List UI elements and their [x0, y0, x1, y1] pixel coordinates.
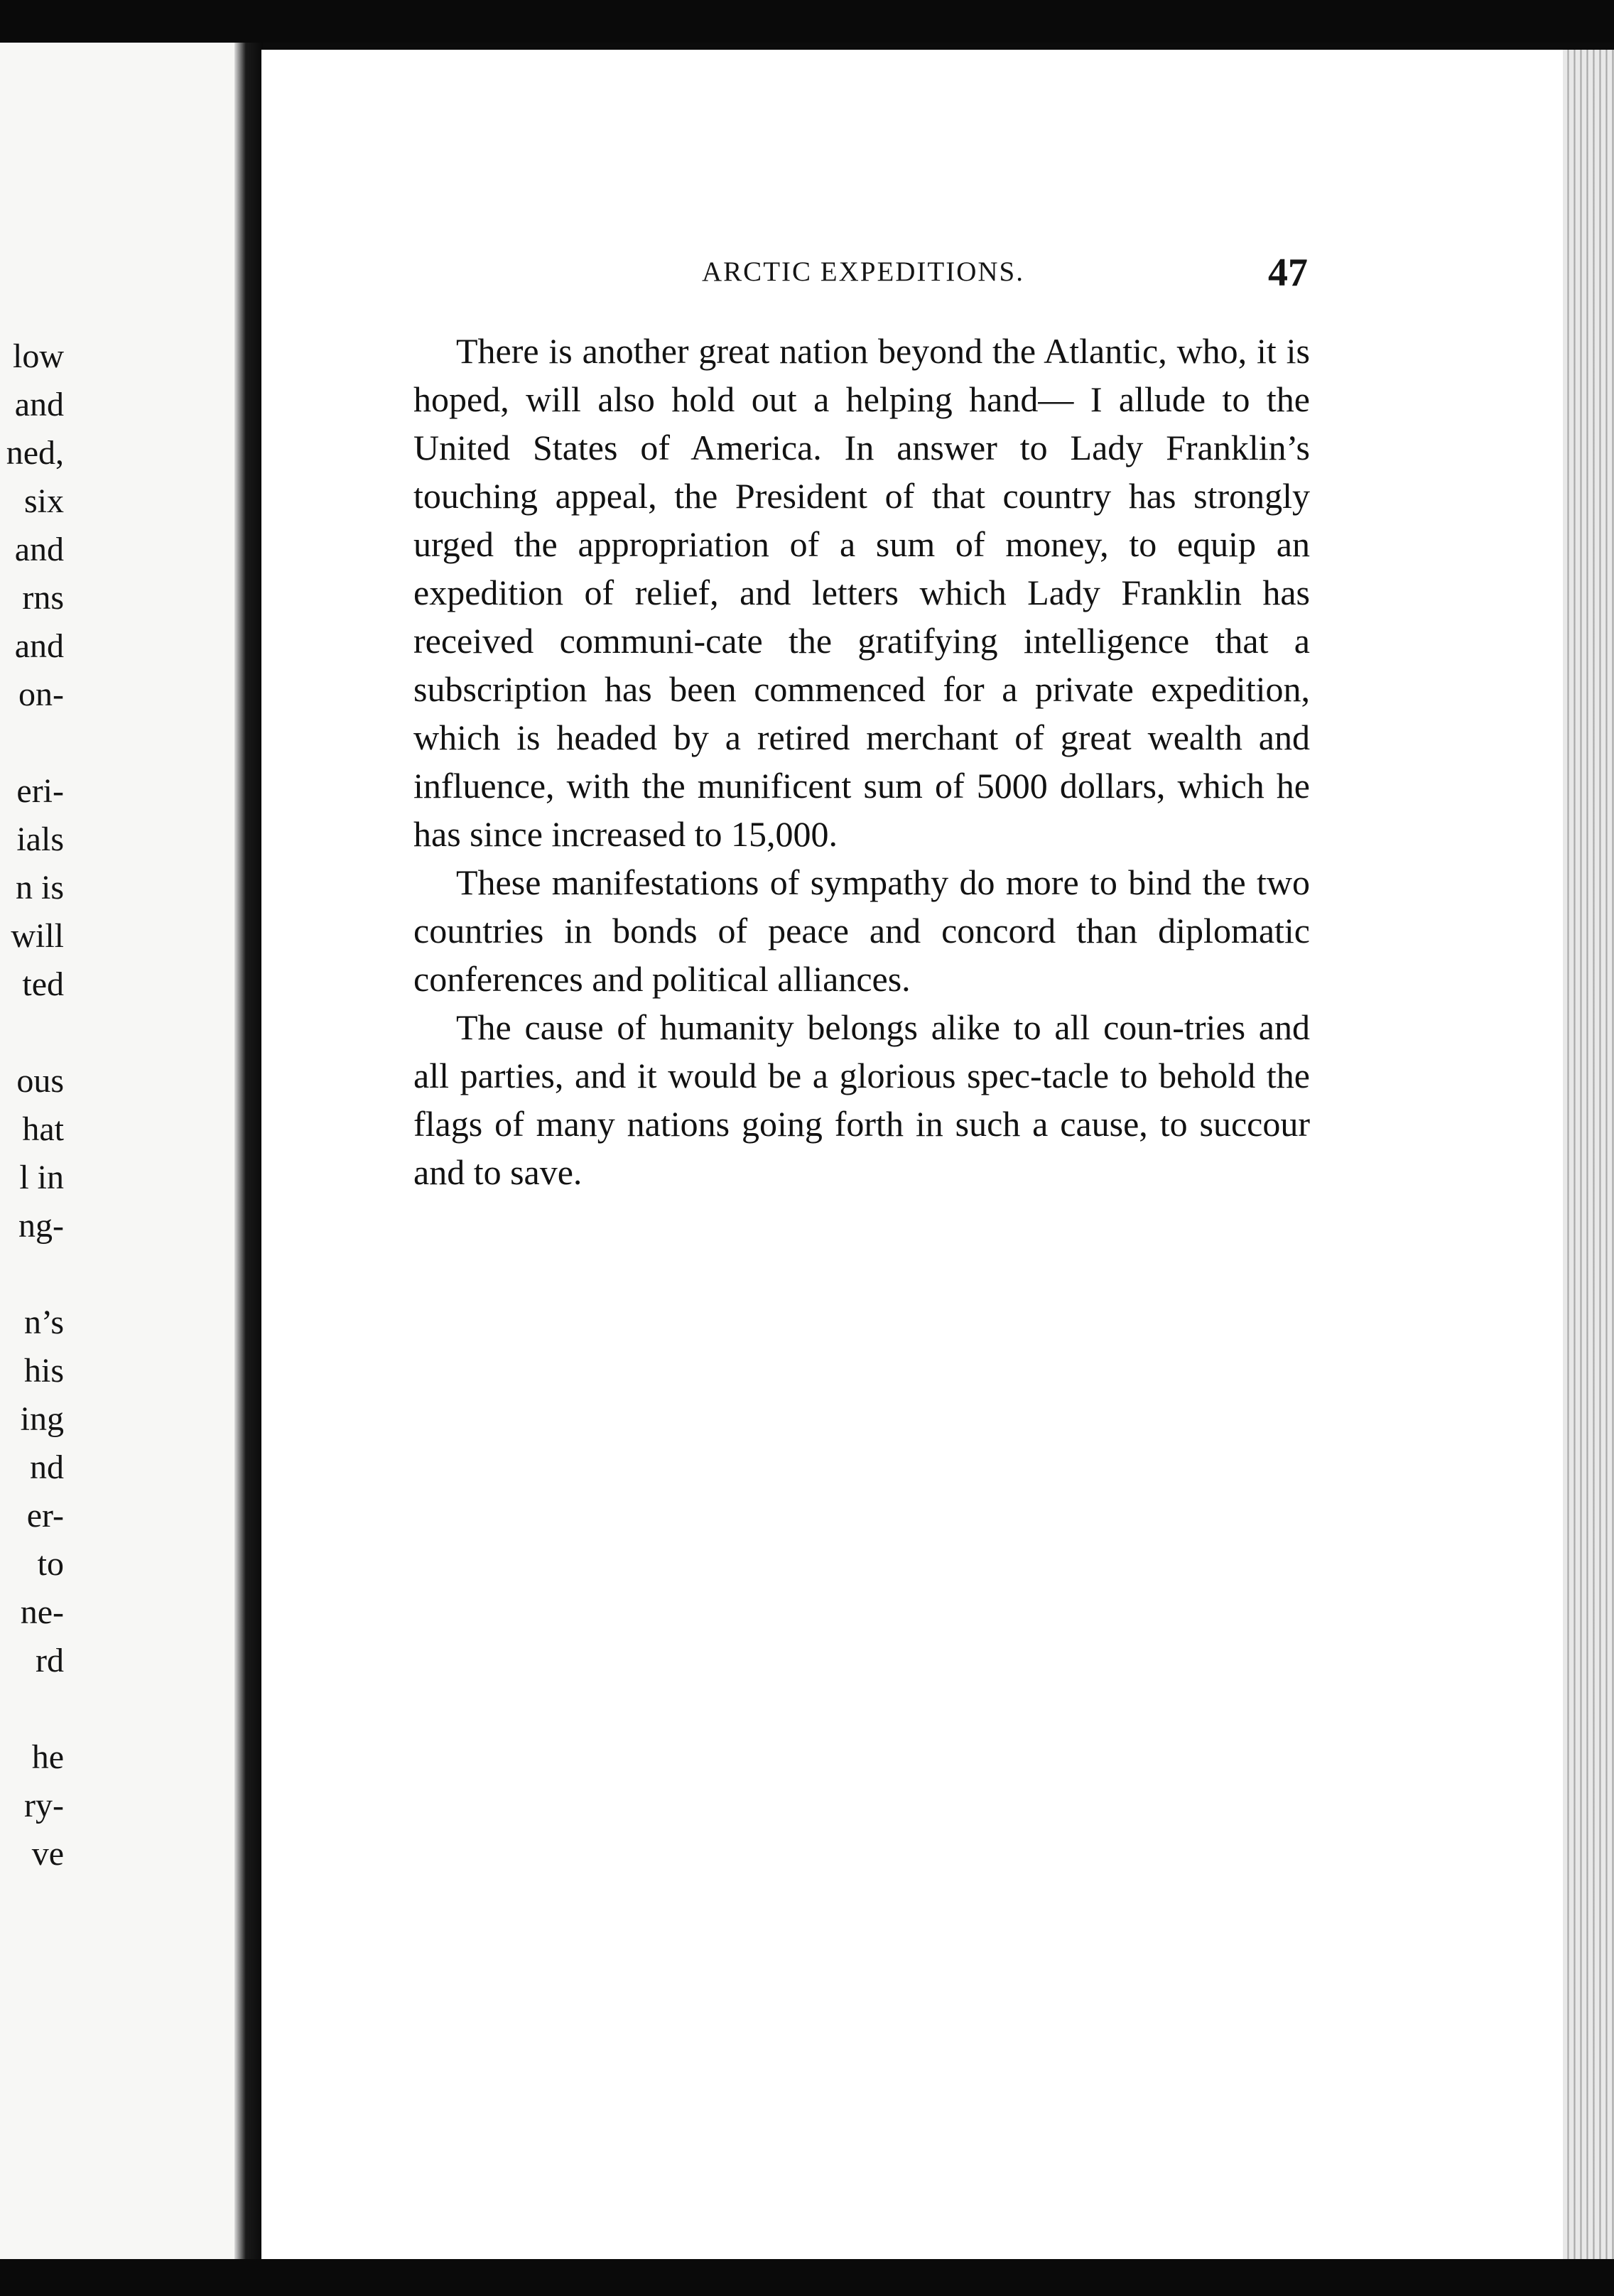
facing-page-line-fragment: ials — [16, 821, 64, 858]
facing-page-line-fragment: ng- — [18, 1207, 64, 1245]
facing-page-line-fragment: l in — [19, 1159, 64, 1196]
page-number: 47 — [1268, 251, 1308, 295]
facing-page-line-fragment: low — [13, 337, 64, 375]
paragraph: There is another great nation beyond the Atlantic, who, it is hoped, will also hold out a helping hand— I allude to the United States of America. In answer to Lady Franklin’s touching appeal, the President of that country has strongly urged the appropriation of a sum of money, to equip an expedition of relief, and letters which Lady Franklin has received communi-cate the gratifying intelligence that a subscription has been commenced for a private expedition, which is headed by a retired merchant of great wealth and influence, with the munificent sum of 5000 dollars, which he has since increased to 15,000. — [413, 331, 1310, 854]
facing-page-text-fragments — [0, 0, 245, 2296]
facing-page-line-fragment: nd — [30, 1448, 64, 1486]
facing-page-line-fragment: rd — [36, 1642, 64, 1679]
facing-page-line-fragment: ous — [16, 1062, 64, 1100]
facing-page-line-fragment: he — [31, 1738, 64, 1776]
facing-page-line-fragment: rns — [22, 579, 64, 617]
facing-page-line-fragment: to — [37, 1545, 64, 1583]
facing-page-line-fragment: his — [23, 1352, 64, 1390]
facing-page-line-fragment: hat — [22, 1110, 64, 1148]
facing-page-line-fragment: six — [23, 482, 64, 520]
facing-page-line-fragment: ted — [22, 965, 64, 1003]
facing-page-line-fragment: ve — [31, 1835, 64, 1873]
page-edges — [1563, 50, 1614, 2259]
facing-page-line-fragment: n’s — [23, 1304, 64, 1341]
body-text — [413, 327, 1310, 1196]
running-head: ARCTIC EXPEDITIONS. — [702, 256, 1024, 287]
facing-page-line-fragment: n is — [15, 869, 64, 906]
facing-page-line-fragment: ing — [20, 1400, 64, 1438]
facing-page-line-fragment: ry- — [24, 1787, 64, 1824]
facing-page-line-fragment: and — [14, 386, 64, 423]
facing-page-line-fragment: ne- — [20, 1593, 64, 1631]
facing-page-line-fragment: and — [14, 627, 64, 665]
facing-page-line-fragment: and — [14, 531, 64, 568]
facing-page-line-fragment: er- — [26, 1497, 64, 1534]
scan-bottom-border — [0, 2259, 1614, 2296]
facing-page-line-fragment: ned, — [6, 434, 64, 472]
facing-page-line-fragment: eri- — [16, 772, 64, 810]
book-gutter — [234, 43, 263, 2259]
paragraph: These manifestations of sympathy do more to bind the two countries in bonds of peace and concord than diplomatic conferences and political alliances. — [413, 862, 1310, 999]
facing-page-line-fragment: on- — [18, 676, 64, 713]
paragraph: The cause of humanity belongs alike to all coun-tries and all parties, and it would be a glorious spec-tacle to behold the flags of many nations going forth in such a cause, to succour and to save. — [413, 1007, 1310, 1192]
facing-page-line-fragment: will — [11, 917, 64, 955]
